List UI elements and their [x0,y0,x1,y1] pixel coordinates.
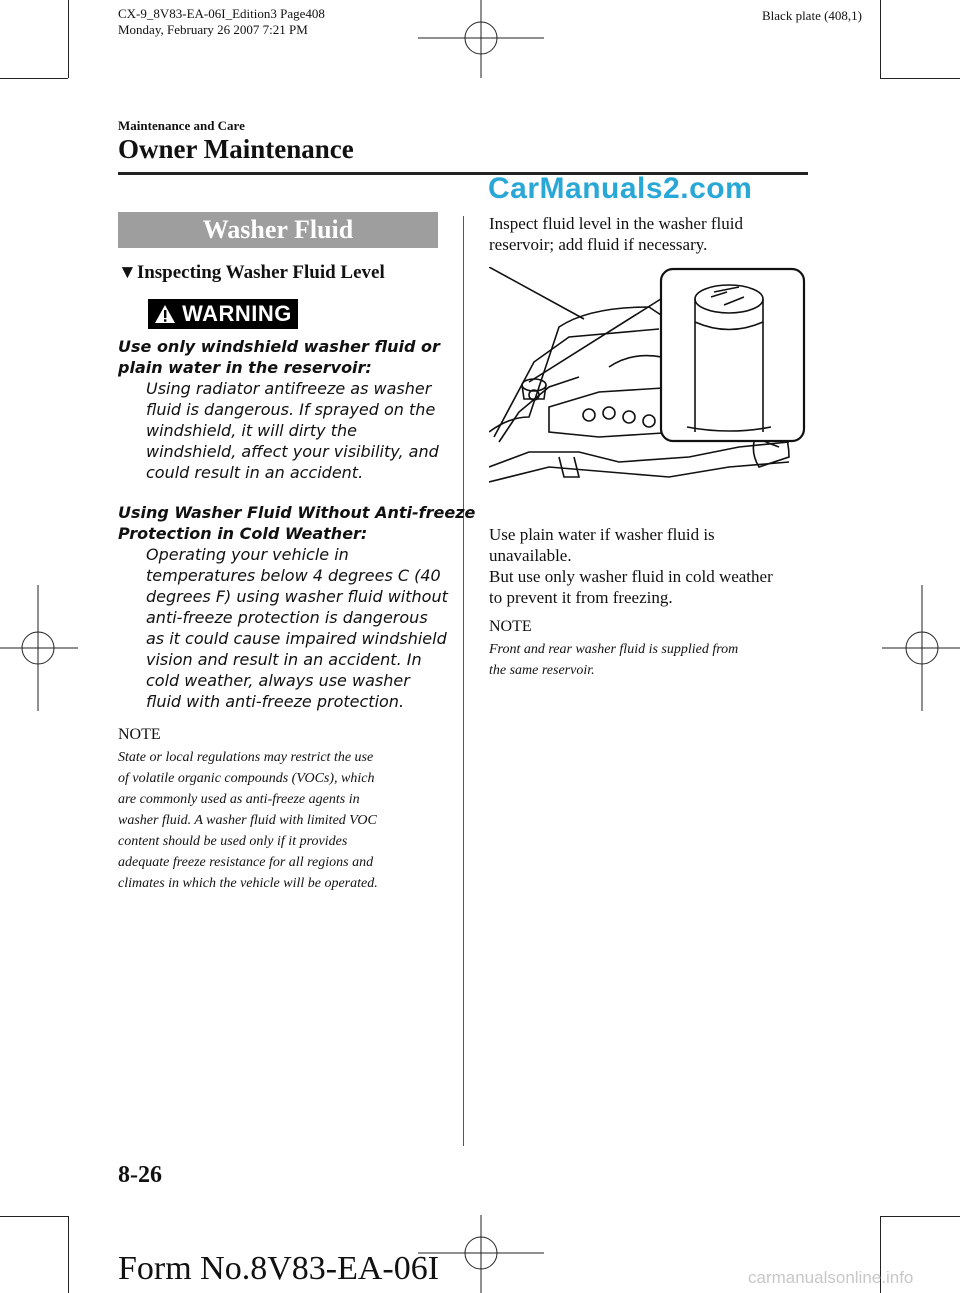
warning-line: fluid is dangerous. If sprayed on the [146,400,436,419]
warning-line: vision and result in an accident. In [146,650,422,669]
body-line: Inspect fluid level in the washer fluid [489,214,743,233]
chapter-title: Owner Maintenance [118,134,354,164]
body-text [489,524,773,608]
warning-line: windshield, affect your visibility, and [146,442,439,461]
note-line: adequate freeze resistance for all regions and [118,855,374,870]
warning-item2-body [146,544,448,712]
warning-item1-head-line: plain water in the reservoir: [118,358,372,377]
warning-badge [148,299,298,329]
note-line: State or local regulations may restrict the use [118,750,374,765]
warning-item2-head-line: Using Washer Fluid Without Anti-freeze [118,503,476,522]
form-number: Form No.8V83-EA-06I [118,1250,440,1287]
registration-target-top [418,0,544,78]
warning-item1-head [118,336,440,378]
page-number: 8-26 [118,1162,162,1188]
note-line: of volatile organic compounds (VOCs), which [118,771,375,786]
warning-item1-head-line: Use only windshield washer fluid or [118,337,440,356]
warning-line: temperatures below 4 degrees C (40 [146,566,441,585]
section-label: Maintenance and Care [118,118,245,133]
body-line: unavailable. [489,546,572,565]
subheading [118,262,385,284]
note-line: Front and rear washer fluid is supplied from [489,642,739,657]
warning-label: WARNING [182,301,292,326]
print-header-line2: Monday, February 26 2007 7:21 PM [118,22,308,37]
warning-item1-body [146,378,439,483]
warning-item2-head [118,502,475,544]
registration-target-right [882,585,960,711]
warning-line: anti-freeze protection is dangerous [146,608,428,627]
print-header-line1: CX-9_8V83-EA-06I_Edition3 Page408 [118,6,325,21]
watermark: CarManuals2.com [488,172,753,205]
body-line: But use only washer fluid in cold weather [489,567,773,586]
site-watermark: carmanualsonline.info [748,1268,914,1287]
warning-line: Operating your vehicle in [146,545,349,564]
note-line: washer fluid. A washer fluid with limited VOC [118,813,377,828]
note-line: the same reservoir. [489,663,595,678]
warning-line: degrees F) using washer fluid without [146,587,448,606]
note-line: climates in which the vehicle will be operated. [118,876,378,891]
note-heading: NOTE [118,726,161,743]
subheading-text: Inspecting Washer Fluid Level [136,262,385,283]
warning-line: windshield, it will dirty the [146,421,357,440]
body-line: to prevent it from freezing. [489,588,673,607]
triangle-marker-icon: ▼ [118,262,137,283]
warning-line: cold weather, always use washer [146,671,410,690]
warning-line: Using radiator antifreeze as washer [146,379,432,398]
column-divider [463,216,464,1146]
note-line: are commonly used as anti-freeze agents in [118,792,360,807]
note-line: content should be used only if it provides [118,834,348,849]
print-header [118,6,325,38]
body-line: reservoir; add fluid if necessary. [489,235,708,254]
note-body [118,747,378,894]
note-heading: NOTE [489,618,532,635]
warning-item2-head-line: Protection in Cold Weather: [118,524,368,543]
warning-line: fluid with anti-freeze protection. [146,692,405,711]
plate-label: Black plate (408,1) [762,8,862,23]
warning-line: could result in an accident. [146,463,364,482]
registration-target-left [0,585,78,711]
washer-reservoir-illustration [489,267,807,510]
body-line: Use plain water if washer fluid is [489,525,715,544]
section-title: Washer Fluid [118,212,438,248]
note-body [489,639,738,681]
intro-text [489,213,743,255]
warning-icon [154,304,176,324]
warning-line: as it could cause impaired windshield [146,629,447,648]
